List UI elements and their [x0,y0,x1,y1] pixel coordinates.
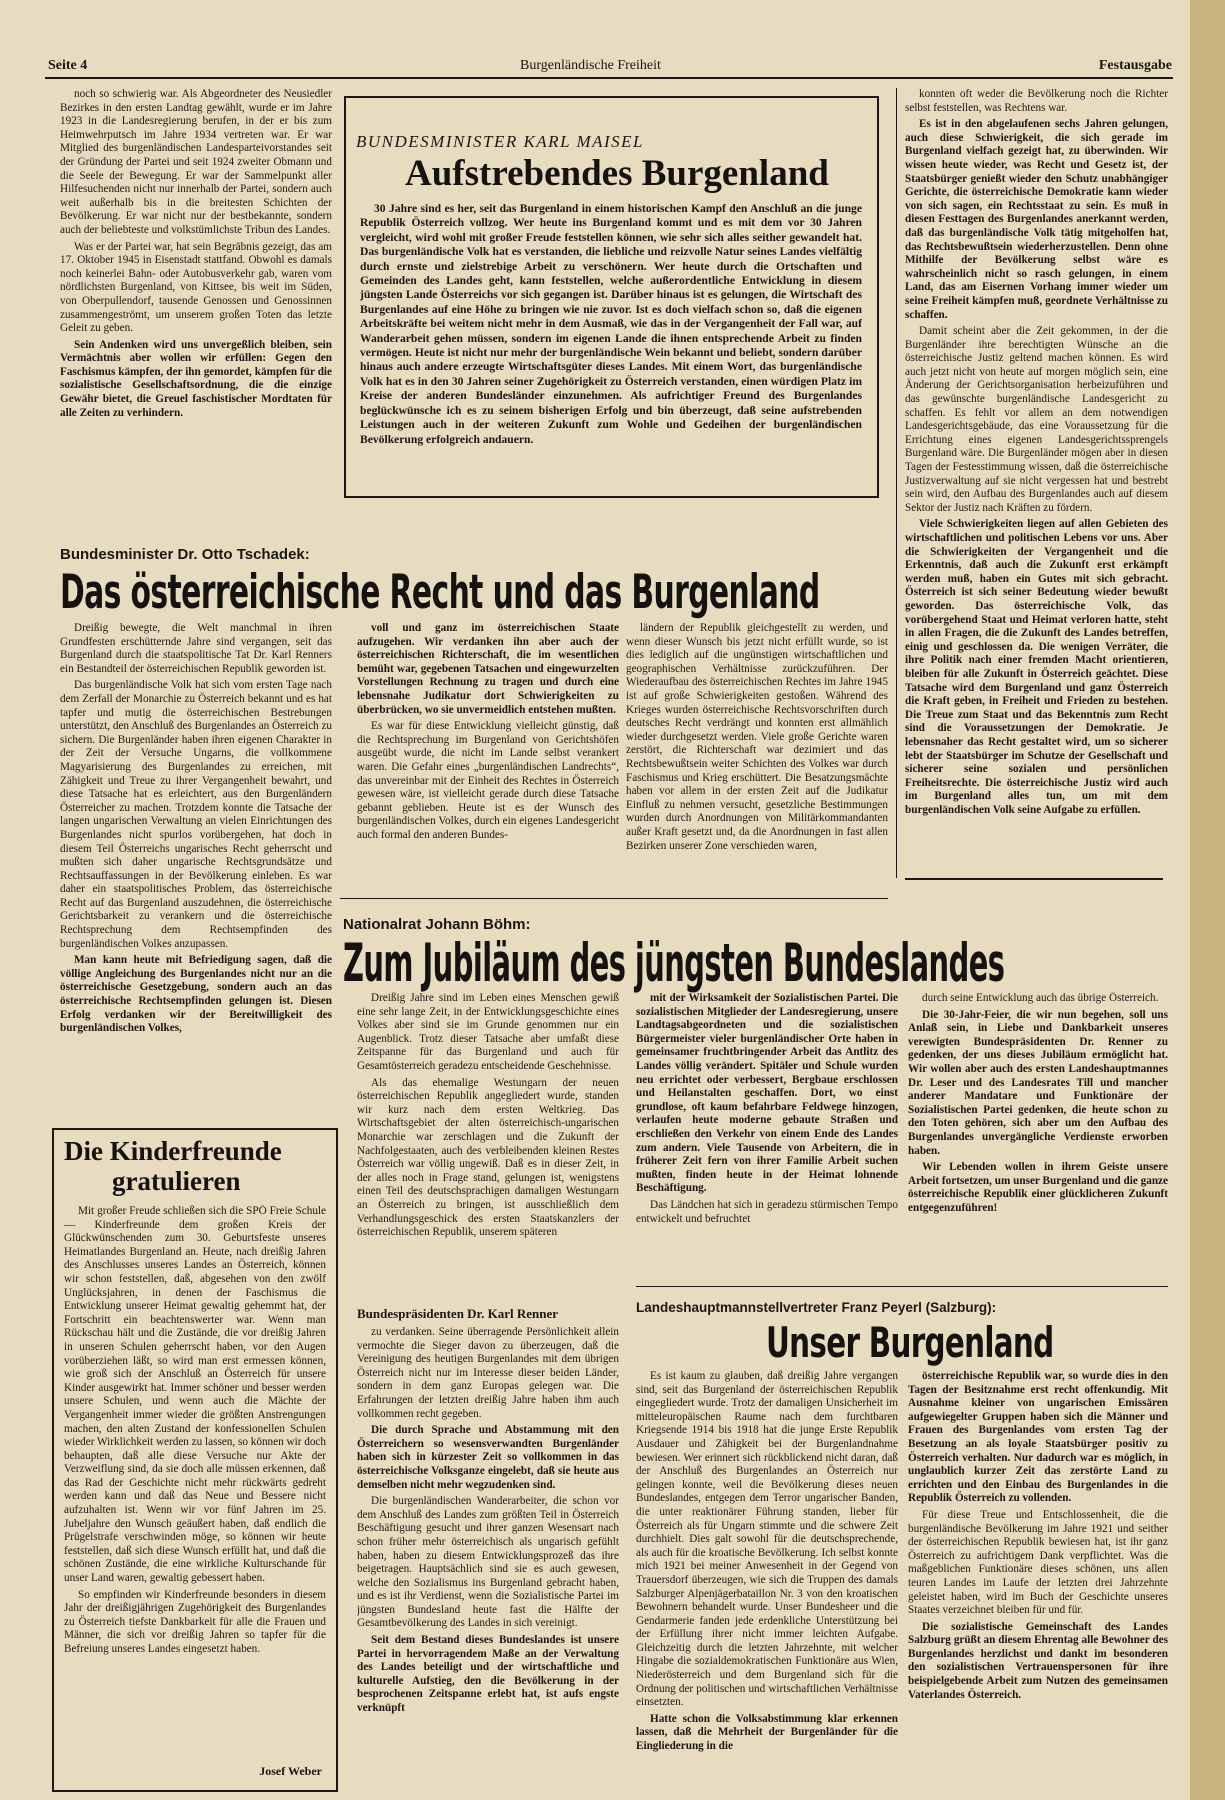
paragraph: durch seine Entwicklung auch das übrige Österreich. [922,992,1159,1004]
tschadek-headline: Das österreichische Recht und das Burgenland [60,565,820,620]
paragraph: Man kann heute mit Befriedigung sagen, daß die völlige Angleichung des Burgenlandes nicht nur an die österreichische Gesetzgebung, sondern auch an das österreichische Rechtsempfinden gelungen ist. Diesen Erfolg verdanken wir der Bereitwilligkeit des burgenländischen Volkes, [60,954,332,1035]
boehm-bottom-rule [636,1286,1168,1287]
peyerl-kicker: Landeshauptmannstellvertreter Franz Peyerl (Salzburg): [636,1300,997,1315]
paragraph: Sein Andenken wird uns unvergeßlich bleiben, sein Vermächtnis aber wollen wir erfüllen: Gegen den Faschismus kämpfen, der ihn gemordet, kämpfen für die sozialistische Gesellschaftsordnung, die die einzige Gewähr bietet, die Greuel faschistischer Mordtaten für alle Zeiten zu verhindern. [60,338,332,419]
paragraph: noch so schwierig war. Als Abgeordneter des Neusiedler Bezirkes in den ersten Landtag gewählt, wurde er im Jahre 1923 in die Landesregierung berufen, in der er bis zum Heimwehrputsch im Jahre 1934 vertreten war. Er war Mitglied des burgenländischen Landesparteivorstandes seit der Gründung der Partei und seit 1924 zweiter Obmann und die Seele der Bewegung. Er war der Sammelpunkt aller Hilfesuchenden nicht nur innerhalb der Partei, sondern auch weit außerhalb bis in die breitesten Schichten der Bevölkerung. Er war nicht nur der bestbekannte, sondern auch der beliebteste und volkstümlichste Tribun des Landes. [60,88,332,236]
kinderfreunde-body [64,1205,326,1760]
article-continuation-left [60,88,332,488]
paragraph: österreichische Republik war, so wurde dies in den Tagen der Besitznahme erst recht offenkundig. Mit Ausnahme kleiner von ungarischen Emissären aufgewiegelter Gruppen haben sich die Männer und Frauen des Burgenlandes vom ersten Tag der Besetzung an als loyale Staatsbürger positiv zu Österreich verhalten. Nur dadurch war es möglich, in unglaublich kurzer Zeit das zerstörte Land zu errichten und den Einbau des Burgenlandes in die Republik Österreich zu vollenden. [908,1370,1168,1505]
paragraph: So empfinden wir Kinderfreunde besonders in diesem Jahr der dreißigjährigen Zugehörigkeit des Burgenlandes zu Österreich tiefste Dankbarkeit für alle die Frauen und Männer, die sich vor dreißig Jahren so tapfer für die Befreiung unseres Landes eingesetzt haben. [64,1588,326,1655]
paragraph: Es ist kaum zu glauben, daß dreißig Jahre vergangen sind, seit das Burgenland der österreichischen Republik eingegliedert wurde. Trotz der damaligen Unsicherheit im mitteleuropäischen Raume nach dem furchtbaren Kriegsende 1914 bis 1918 hat die junge Erste Republik Ausdauer und Zähigkeit bei der Burgenlandnahme bewiesen. Wer erinnert sich rückblickend nicht daran, daß der Anschluß des Burgenlandes an Österreich nur gelingen konnte, weil die Bevölkerung dieses neuen Bundeslandes, entgegen dem Terror ungarischer Banden, die unter reaktionärer Führung standen, lieber für Österreich als für Ungarn stimmte und die schwere Zeit durchhielt. Dies galt sowohl für die deutschsprechende, als auch für die kroatische Bevölkerung. Ich selbst konnte mich 1921 bei meiner Anwesenheit in der Gegend von Trauersdorf überzeugen, wie sich die Truppen des damals Salzburger Alpenjägerbataillon Nr. 3 von den kroatischen Bewohnern behandelt wurde. Unser Bundesheer und die Gendarmerie fanden jede erdenkliche Unterstützung bei der Erfüllung ihrer nicht immer leichten Aufgabe. Gleichzeitig durch die letzten Jahrzehnte, mit welcher Hingabe die sozialdemokratischen Funktionäre aus Wien, Niederösterreich und dem Burgenland sich für die Ordnung der politischen und wirtschaftlichen Verhältnisse einsetzten. [636,1370,898,1709]
paragraph: Als das ehemalige Westungarn der neuen österreichischen Republik angegliedert wurde, standen wir kurz nach dem ersten Weltkrieg. Das Wirtschaftsgebiet der alten österreichisch-ungarischen Monarchie war zerschlagen und die Zukunft der Nachfolgestaaten, auch des verbleibenden kleinen Restes Österreich war völlig ungewiß. Daß es in dieser Zeit, in der alles noch in Frage stand, gelungen ist, wenigstens einen Teil des deutschsprachigen damaligen Westungarn an Österreich zu bringen, ist ausschließlich dem Verhandlungsgeschick des ersten Staatskanzlers der österreichischen Republik, unserem späteren [357,1076,619,1239]
paragraph: Die durch Sprache und Abstammung mit den Österreichern so wesensverwandten Burgenländer haben sich in kürzester Zeit so vollkommen in das österreichische Volksganze eingelebt, daß sie heute aus demselben nicht mehr wegzudenken sind. [357,1424,619,1491]
tschadek-col-2 [357,622,619,892]
paragraph: Hatte schon die Volksabstimmung klar erkennen lassen, daß die Mehrheit der Burgenländer für die Eingliederung in die [636,1712,898,1753]
boehm-kicker: Nationalrat Johann Böhm: [343,916,531,933]
maisel-kicker: BUNDESMINISTER KARL MAISEL [356,132,645,151]
edition-label: Festausgabe [1098,58,1172,73]
paragraph: ländern der Republik gleichgestellt zu werden, und wenn dieser Wunsch bis jetzt nicht erfüllt wurde, so ist dies lediglich auf die ungünstigen wirtschaftlichen und geographischen Verhältnisse zurückzuführen. Der Wiederaufbau des österreichischen Rechtes im Jahre 1945 ist auf große Schwierigkeiten gestoßen. Während des Krieges wurden österreichische Rechtsvorschriften durch deutsches Recht verdrängt und konnten erst allmählich wieder durchgesetzt werden. Viele große Gerichte waren zerstört, die Richterschaft war dezimiert und das Rechtsbewußtsein weiter Schichten des Volkes war durch Faschismus und Krieg erschüttert. Die Besatzungsmächte haben vor allem in der ersten Zeit auf die Judikatur Einfluß zu nehmen versucht, gesetzliche Bestimmungen wurden durch Anordnungen von Militärkommandanten außer Kraft gesetzt und, da die Anordnungen in fast allen Bezirken unserer Zone verschieden waren, [626,622,888,852]
paragraph: Das burgenländische Volk hat sich vom ersten Tage nach dem Zerfall der Monarchie zu Österreich bekannt und es hat tapfer und mutig die österreichischen Bestrebungen unterstützt, den Anschluß des Burgenlandes an Österreich zu sichern. Die Burgenländer haben ihren eigenen Charakter in der Zeit der Versuche Ungarns, die vollkommene Magyarisierung des Burgenlandes zu erreichen, mit Zähigkeit und Treue zu ihrer Vergangenheit bewahrt, und diese Tatsache hat es erleichtert, aus den Burgenländern Österreicher zu machen. Trotzdem konnte die Tatsache der langen ungarischen Verwaltung an vielen Einrichtungen des Burgenlandes nicht spurlos vorübergehen, hat doch in diesem Teil Österreichs ungarisches Recht geherrscht und mußten sich daher ungarische Rechtsgrundsätze und Rechtsauffassungen in der Bevölkerung einleben. Es war daher ein staatspolitisches Problem, das österreichische Recht auf das Burgenland auszudehnen, die österreichische Gerichtsbarkeit zu verankern und die österreichische Rechtsprechung dem Rechtsempfinden des burgenländischen Volkes anzupassen. [60,679,332,950]
maisel-headline: Aufstrebendes Burgenland [405,153,829,194]
paragraph: Mit großer Freude schließen sich die SPÖ Freie Schule — Kinderfreunde dem großen Kreis der Glückwünschenden zum 30. Geburtsfeste unseres Heimatlandes Burgenland an. Heute, nach dreißig Jahren des Anschlusses unseres Landes an Österreich, können wir schon feststellen, daß, abgesehen von den zwölf Unglücksjahren, in denen der Faschismus die Entwicklung unserer Heimat gewaltig gehemmt hat, der Fortschritt ein beachtenswerter war. Wenn man Rückschau hält und die Zustände, die vor dreißig Jahren in unseren Schulen geherrscht haben, vor den Augen vorüberziehen läßt, so wird man erst ermessen können, wie groß sich der Anschluß an Österreich für unsere Kinder ausgewirkt hat. Immer schöner und besser werden unsere Schulen, und wenn auch die Mächte der Vergangenheit immer wieder die größten Anstrengungen machen, den alten Zustand der konfessionellen Schulen wieder Wirklichkeit werden zu lassen, so können wir doch behaupten, daß alle diese Versuche nur Akte der Verzweiflung sind, da sie doch alle müssen erkennen, daß das Rad der Geschichte nicht mehr rückwärts gedreht werden kann und daß das Neue und Bessere nicht aufzuhalten ist. Wenn wir vor fünf Jahren im 25. Jubeljahre den Wunsch geäußert haben, daß endlich die Prügelstrafe verschwinden möge, so können wir heute feststellen, daß sich diese Wunsch erfüllt hat, und daß die schönen Zustände, die eine wirkliche Kulturschande für unser Land waren, gewaltig gebessert haben. [64,1205,326,1585]
peyerl-col-2 [908,1370,1168,1790]
tschadek-col-3 [626,622,888,892]
boehm-col-3 [908,992,1168,1277]
page-number: Seite 4 [48,58,88,73]
peyerl-col-1 [636,1370,898,1790]
paragraph: mit der Wirksamkeit der Sozialistischen Partei. Die sozialistischen Mitglieder der Landesregierung, unsere Landtagsabgeordneten und die sozialistischen Bürgermeister vieler burgenländischer Orte haben in gemeinsamer fruchtbringender Arbeit das Antlitz des Landes völlig verändert. Spitäler und Schule wurden neu errichtet oder verbessert, Bergbaue erschlossen und Heilanstalten geschaffen. Dort, wo einst grundlose, oft kaum befahrbare Feldwege hinzogen, verlaufen heute moderne gebaute Straßen und erschließen den Verkehr von einem Ende des Landes zum andern. Viele Tausende von Arbeitern, die in früherer Zeit fern von ihrer Familie Arbeit suchen mußten, finden heute in der Heimat lohnende Beschäftigung. [636,992,898,1195]
kinderfreunde-headline-2: gratulieren [112,1166,241,1196]
right-bottom-rule [905,878,1163,880]
paragraph: Es war für diese Entwicklung vielleicht günstig, daß die Rechtsprechung im Burgenland von Gerichtshöfen ausgeübt wurde, die nicht im Lande selbst verankert waren. Die Gefahr eines „burgenländischen Landrechts“, das unvereinbar mit der Einheit des Rechtes in Österreich gewesen wäre, ist vielleicht gerade durch diese Tatsache gebannt geblieben. Heute ist es der Wunsch des burgenländischen Volkes, durch ein eigenes Landesgericht auch formal den anderen Bundes- [357,720,619,841]
boehm-col-2 [636,992,898,1277]
paragraph: zu verdanken. Seine überragende Persönlichkeit allein vermochte die Sieger davon zu überzeugen, daß die Vereinigung des heutigen Burgenlandes mit dem übrigen Österreich nicht nur im Interesse dieser beiden Länder, sondern in dem ganz Europas gelegen war. Die Erfahrungen der letzten dreißig Jahre haben ihm auch vollkommen recht gegeben. [357,1326,619,1420]
maisel-body: 30 Jahre sind es her, seit das Burgenland in einem historischen Kampf den Anschluß an die junge Republik Österreich vollzog. Wer heute ins Burgenland kommt und es mit dem vor 30 Jahren vergleicht, wird wohl mit großer Freude feststellen können, wie sehr sich alles seither gewandelt hat. Das burgenländische Volk hat es verstanden, die liebliche und reizvolle Natur seines Landes vielfältig durch ernste und zielstrebige Arbeit zu verschönern. Wer heute durch die Ortschaften und Gemeinden des Landes geht, kann feststellen, welche außerordentliche Entwicklung in diesem jüngsten Lande Österreichs vor sich gegangen ist. Darüber hinaus ist es gelungen, die Wirtschaft des Burgenlandes auf eine Höhe zu bringen wie nie zuvor. Ist es doch vielfach schon so, daß die eigenen Arbeitskräfte bei weitem nicht mehr in dem Ausmaß, wie das in der Vergangenheit der Fall war, auf Wanderarbeit gehen müssen, sondern im eigenen Lande die ihnen entsprechende Arbeit zu finden vermögen. Heute ist nicht nur mehr der burgenländische Wein bekannt und beliebt, sondern darüber hinaus auch andere erzeugte Wirtschaftsgüter dieses Landes. Mit einem Wort, das burgenländische Volk hat es in den 30 Jahren seiner Zugehörigkeit zu Österreich verstanden, einen würdigen Platz im Kreise der anderen Bundesländer einzunehmen. Als aufrichtiger Freund des Burgenlandes beglückwünsche ich es zu seinem bisherigen Erfolg und bin überzeugt, daß seine aufstrebenden Leistungen auch in der weiteren Zukunft zum Wohle und Gedeihen der burgenländischen Bevölkerung erfolgreich andauern. [360,202,862,446]
paragraph: Die sozialistische Gemeinschaft des Landes Salzburg grüßt an diesem Ehrentag alle Bewohner des Burgenlandes herzlichst und dankt im besonderen den sozialistischen Vertrauenspersonen für ihre beispielgebende Arbeit zum Nutzen des gemeinsamen Vaterlandes Österreich. [908,1620,1168,1701]
peyerl-headline: Unser Burgenland [766,1318,1054,1367]
boehm-col-1b [357,1326,619,1786]
paragraph: Viele Schwierigkeiten liegen auf allen Gebieten des wirtschaftlichen und politischen Lebens vor uns. Aber die Schwierigkeiten der Vergangenheit und die Erkenntnis, daß auch die Zukunft erst erkämpft werden muß, haben ein Gutes mit sich gebracht. Österreich ist sich seiner Bedeutung wieder bewußt geworden. Das österreichische Volk, das vorübergehend Staat und Heimat verloren hatte, steht in allen Fragen, die die Zukunft des Landes betreffen, einig und geschlossen da. Die wenigen Verräter, die ihre Politik nach einer fremden Macht orientieren, bleiben für alle Zukunft in Österreich geächtet. Diese Tatsache wird dem Burgenland und ganz Österreich die Kraft geben, in Freiheit und Frieden zu bestehen. Die Treue zum Staat und das Bekenntnis zum Recht sind die Voraussetzungen der Demokratie. Je lebensnaher das Recht gestaltet wird, um so sicherer lebt der Staatsbürger im Schutze der Gesellschaft und sicherer seine sozialen und persönlichen Freiheitsrechte. Die österreichische Justiz wird auch im Burgenland alles tun, um mit dem burgenländischen Volk seine Aufgabe zu erfüllen. [905,518,1168,816]
paragraph: Damit scheint aber die Zeit gekommen, in der die Burgenländer ihre berechtigten Wünsche an die österreichische Justiz geltend machen können. Es wird auch jetzt nicht von heute auf morgen möglich sein, eine Änderung der Gerichtsorganisation herbeizuführen und das gewünschte burgenländische Landesgericht zu schaffen. Es fehlt vor allem an dem notwendigen Landesgerichtsgebäude, das eine Voraussetzung für die Errichtung eines eigenen Landesgerichtssprengels Burgenland wäre. Die Burgenländer mögen aber in diesen Tagen der Festesstimmung wissen, daß die österreichische Justizverwaltung auf sie nicht vergessen hat und bestrebt sein wird, den Aufbau des Burgenlandes auch auf diesem Sektor der Justiz nach Kräften zu fördern. [905,325,1168,514]
paragraph: Die 30-Jahr-Feier, die wir nun begehen, soll uns Anlaß sein, in Liebe und Dankbarkeit unseres verewigten Bundespräsidenten Dr. Renner zu gedenken, der uns dieses Jubiläum ermöglicht hat. Wir wollen aber auch des ersten Landeshauptmannes Dr. Leser und des Landesrates Till und mancher anderer Mandatare und Funktionäre der Sozialistischen Partei gedenken, die heute schon zu den Toten gehören, sich aber um den Aufbau des Burgenlandes unvergängliche Verdienste erworben haben. [908,1008,1168,1157]
paragraph: Dreißig Jahre sind im Leben eines Menschen gewiß eine sehr lange Zeit, in der Entwicklungsgeschichte eines Volkes aber sind sie im Grunde genommen nur ein Augenblick. Trotz dieser Tatsache aber umfaßt diese Zeitspanne für das Burgenland und auch für Gesamtösterreich geradezu entscheidende Geschehnisse. [357,992,619,1072]
boehm-subhead: Bundespräsidenten Dr. Karl Renner [357,1306,559,1321]
tschadek-bottom-rule [340,898,888,899]
tschadek-kicker: Bundesminister Dr. Otto Tschadek: [60,546,310,563]
header-rule [45,77,1173,79]
page-edge [1190,0,1225,1800]
paragraph: Für diese Treue und Entschlossenheit, die die burgenländische Bevölkerung im Jahre 1921 und seither der österreichischen Republik bewiesen hat, ist ihr ganz Österreich zu aufrichtigem Dank verpflichtet. Was die maßgeblichen Funktionäre dieses schönen, uns allen teuren Landes im Laufe der letzten drei Jahrzehnte geleistet haben, wird im Buch der Geschichte unseres Staates verzeichnet bleiben für und für. [908,1508,1168,1617]
boehm-headline: Zum Jubiläum des jüngsten Bundeslandes [343,933,1005,994]
paragraph: Dreißig bewegte, die Welt manchmal in ihren Grundfesten erschütternde Jahre sind vergangen, seit das Burgenland durch die staatspolitische Tat Dr. Karl Renners ein Bestandteil der österreichischen Republik geworden ist. [60,622,332,675]
paragraph: Die burgenländischen Wanderarbeiter, die schon vor dem Anschluß des Landes zum größten Teil in Österreich Beschäftigung gesucht und ihrer ganzen Wesensart nach schon früher mehr österreichisch als ungarisch gefühlt haben, haben zu diesem Entwicklungsprozeß das ihre beigetragen. Hauptsächlich sind sie es auch gewesen, welche den Sozialismus ins Burgenland gebracht haben, und es ist ihr Verdienst, wenn die Sozialistische Partei im jüngsten Bundesland heute fast die Hälfte der Gesamtbevölkerung des Landes in sich vereinigt. [357,1495,619,1630]
boehm-col-1 [357,992,619,1292]
tschadek-col-1 [60,622,332,1122]
right-column-rule [896,88,897,878]
paragraph: Das Ländchen hat sich in geradezu stürmischen Tempo entwickelt und befruchtet [636,1198,898,1225]
masthead: Burgenländische Freiheit [520,58,661,73]
paragraph: konnten oft weder die Bevölkerung noch die Richter selbst feststellen, was Rechtens war. [905,88,1168,114]
article-continuation-right [905,88,1168,878]
paragraph: Seit dem Bestand dieses Bundeslandes ist unsere Partei in hervorragendem Maße an der Verwaltung des Landes beteiligt und der wirtschaftliche und kulturelle Aufstieg, den die Bevölkerung in der besprochenen Zeitspanne erlebt hat, ist aufs engste verknüpft [357,1634,619,1715]
paragraph: Wir Lebenden wollen in ihrem Geiste unsere Arbeit fortsetzen, um unser Burgenland und die ganze österreichische Republik einer glücklicheren Zukunft entgegenzuführen! [908,1161,1168,1214]
paragraph: Was er der Partei war, hat sein Begräbnis gezeigt, das am 17. Oktober 1945 in Eisenstadt stattfand. Obwohl es damals noch keinerlei Bahn- oder Autobusverkehr gab, waren vom nördlichsten Burgenland, von Kittsee, bis weit im Süden, von Oberpullendorf, tausende Genossen und Genossinnen zusammengeströmt, um unserem großen Toten das letzte Geleit zu geben. [60,240,332,335]
kinderfreunde-headline-1: Die Kinderfreunde [64,1136,282,1166]
paragraph: Es ist in den abgelaufenen sechs Jahren gelungen, auch diese Schwierigkeit, die sich gerade im Burgenland vielfach gezeigt hat, zu überwinden. Wir wissen heute wieder, was Recht und Gesetz ist, der Staatsbürger genießt wieder den Schutz unabhängiger Gerichte, die österreichische Demokratie kann wieder von sich sagen, ein Rechtsstaat zu sein. Es muß in diesen Festtagen des Burgenlandes anerkannt werden, daß das burgenländische Volk tätig mitgeholfen hat, das Rechtsbewußtsein wiederherzustellen. Denn ohne Mithilfe der Bevölkerung selbst wäre es wahrscheinlich nicht so rasch gelungen, in einem Land, das am Eisernen Vorhang immer wieder um seine Freiheit kämpfen muß, geordnete Verhältnisse zu schaffen. [905,118,1168,321]
paragraph: voll und ganz im österreichischen Staate aufzugehen. Wir verdanken ihn aber auch der österreichischen Richterschaft, die im wesentlichen bemüht war, gegebenen Tatsachen und eingewurzelten Vorstellungen Rechnung zu tragen und durch eine lebensnahe Judikatur dort Schwierigkeiten zu überbrücken, wo sie unvermeidlich entstehen mußten. [357,622,619,716]
kinderfreunde-signature: Josef Weber [259,1764,322,1778]
